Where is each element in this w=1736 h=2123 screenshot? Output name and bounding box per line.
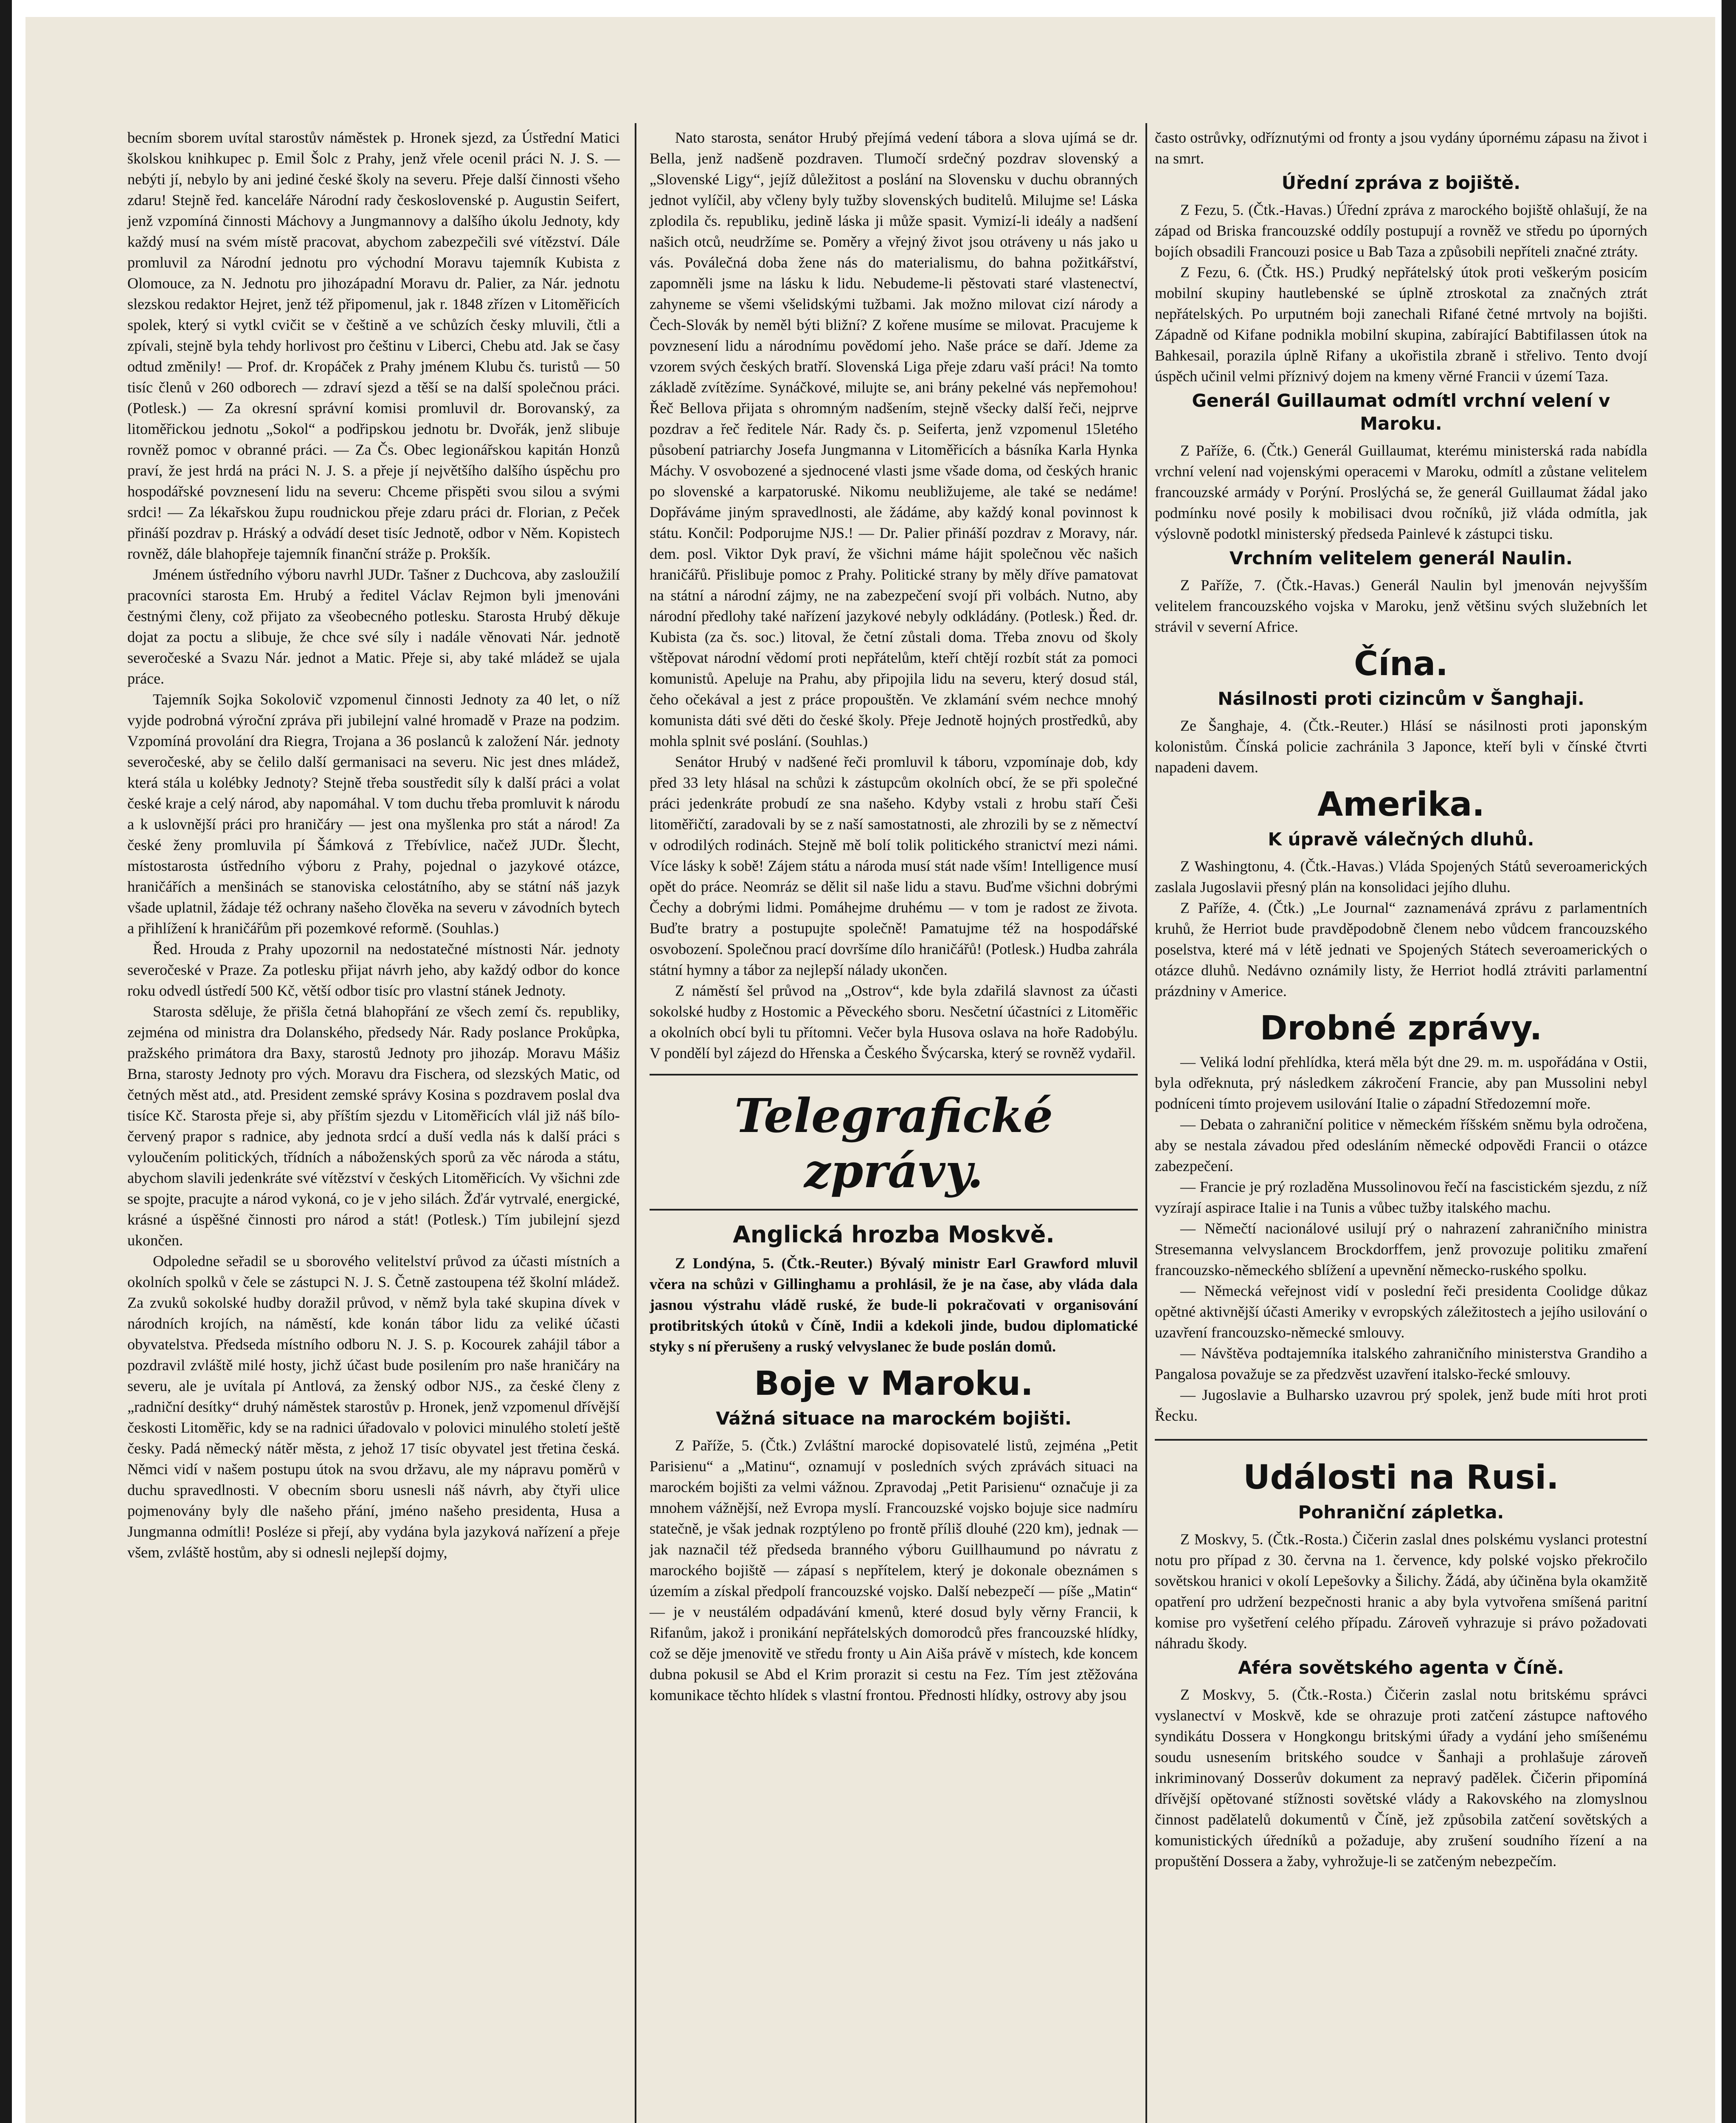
page-binding-edge: [0, 0, 12, 2123]
subheadline-amerika: K úpravě válečných dluhů.: [1268, 829, 1534, 850]
article-paragraph: Z Londýna, 5. (Čtk.-Reuter.) Bývalý ministr Earl Grawford mluvil včera na schůzi v Gillinghamu a prohlásil, že je na čase, aby vláda dala jasnou výstrahu vládě ruské, že bude-li pokračovati v organisování protibritských útoků v Číně, Indii a kdekoli jinde, budou diplomatické styky s ní přerušeny a ruský velvyslanec že bude poslán domů.: [650, 1255, 1138, 1355]
article-paragraph: Z Paříže, 7. (Čtk.-Havas.) Generál Naulin byl jmenován nejvyšším velitelem francouzského vojska v Maroku, jenž většinu svých služebních let strávil v severní Africe.: [1155, 577, 1647, 635]
news-item: — Francie je prý rozladěna Mussolinovou řečí na fascistickém sjezdu, z níž vyzírají aspirace Italie i na Tunis a vůbec tužby italského machu.: [1155, 1178, 1647, 1216]
article-paragraph: Řed. Hrouda z Prahy upozornil na nedostatečné místnosti Nár. jednoty severočeské v Praze. Za potlesku přijat návrh jeho, aby každý odbor do konce roku odvedl ústředí 500 Kč, větší odbor tisíc pro vlastní stánek Jednoty.: [127, 940, 620, 999]
section-rule: [650, 1209, 1138, 1211]
news-item: — Veliká lodní přehlídka, která měla být dne 29. m. m. uspořádána v Ostii, byla odřeknuta, prý následkem zákročení Francie, aby pan Mussolini nebyl podníceni tímto projevem usilování Italie o západní Středozemní moře.: [1155, 1053, 1647, 1112]
article-paragraph: Jménem ústředního výboru navrhl JUDr. Tašner z Duchcova, aby zasloužilí pracovníci starosta Em. Hrubý a ředitel Václav Rejmon byli jmenováni čestnými členy, což přijato za všeobecného potlesku. Starosta Hrubý děkuje dojat za poctu a slibuje, že chce své síly i nadále věnovati Nár. jednotě severočeské a Svazu Nár. jednot a Matic. Přeje si, aby také mládež se ujala práce.: [127, 566, 620, 687]
article-paragraph: Ze Šanghaje, 4. (Čtk.-Reuter.) Hlásí se násilnosti proti japonským kolonistům. Čínská policie zachránila 3 Japonce, kteří byli v čínské čtvrti napadeni davem.: [1155, 717, 1647, 776]
article-paragraph: Z Fezu, 6. (Čtk. HS.) Prudký nepřátelský útok proti veškerým posicím mobilní skupiny hautlebenské se úplně ztroskotal za značných ztrát nepřátelských. Po urputném boji zanechali Rifané četné mrtvoly na bojišti. Západně od Kifane podnikla mobilní skupina, zabírající Babtifilassen útok na Bahkesail, porazila úplně Rifany a ukořistila zbraně i střelivo. Tento dvojí úspěch učinil velmi příznivý dojem na kmeny věrné Francii v území Taza.: [1155, 264, 1647, 385]
article-paragraph: Z Moskvy, 5. (Čtk.-Rosta.) Čičerin zaslal notu britskému správci vyslanectví v Moskvě, kde se ohrazuje proti zatčení zástupce naftového syndikátu Dossera v Hongkongu britskými úřady a vydání jeho smíšenému soudu usnesením britského soudce v Šanhaji a prohlašuje zároveň inkriminovaný Dosserův dokument za nepravý padělek. Čičerin připomíná dřívější opětované stížnosti sovětské vlády a Rakovského na zlomyslnou činnost padělatelů dokumentů v Číně, jež způsobila zatčení sovětských a komunistických úředníků a požaduje, aby zrušení soudního řízení a na propuštění Dossera a žaby, vyhrožuje-li se zatčeným nebezpečím.: [1155, 1686, 1647, 1870]
article-paragraph: Z Moskvy, 5. (Čtk.-Rosta.) Čičerin zaslal dnes polskému vyslanci protestní notu pro případ z 30. června na 1. července, kdy polské vojsko překročilo sovětskou hranici v okolí Lepešovky a Šilichy. Žádá, aby účiněna byla okamžitě opatření pro udržení bezpečnosti hranic a aby byla vytvořena smíšená paritní komise pro vyšetření celého případu. Zároveň vyhrazuje si právo požadovati náhradu škody.: [1155, 1531, 1647, 1652]
subheadline-rus: Pohraniční zápletka.: [1298, 1502, 1504, 1523]
news-item: — Německá veřejnost vidí v poslední řeči presidenta Coolidge důkaz opětné aktivnější účasti Ameriky v evropských záležitostech a jejího usilování o uzavření francouzsko-německé smlouvy.: [1155, 1282, 1647, 1341]
article-paragraph: často ostrůvky, odříznutými od fronty a jsou vydány úpornému zápasu na život i na smrt.: [1155, 129, 1647, 167]
article-paragraph: Z Fezu, 5. (Čtk.-Havas.) Úřední zpráva z marockého bojiště ohlašují, že na západ od Briska francouzské oddíly postupují a rovněž ve středu po úporných bojích obsadili Francouzi posice u Bab Taza a způsobili nepříteli značné ztráty.: [1155, 201, 1647, 260]
newspaper-page: [25, 17, 1715, 2123]
column-left: [127, 127, 620, 1563]
article-paragraph: Tajemník Sojka Sokolovič vzpomenul činnosti Jednoty za 40 let, o níž vyjde podrobná výroční zpráva při jubilejní valné hromadě v Praze na podzim. Vzpomíná provolání dra Riegra, Trojana a 36 poslanců k založení Nár. jednoty severočeské, aby se čelilo další germanisaci na severu. Nic jest dnes mládež, která stála u kolébky Jednoty? Stejně třeba soustředit síly k další práci a volat české kraje a celý národ, aby napomáhal. V tom duchu třeba promluvit k národu a k uslovnější práci pro hraničáry — jest ona myšlenka pro stát a národ! Za české ženy promluvila pí Šámková z Třebívlice, načež JUDr. Šlecht, místostarosta ústředního výboru z Prahy, pojednal o jazykové otázce, hraničářích a menšinách se stanoviska celostátního, aby se státní náš jazyk všade uplatnil, žádaje též ochrany našeho člověka na severu v závodních bytech a přihlížení k hraničářům při pozemkové reformě. (Souhlas.): [127, 691, 620, 937]
article-paragraph: Nato starosta, senátor Hrubý přejímá vedení tábora a slova ujímá se dr. Bella, jenž nadšeně pozdraven. Tlumočí srdečný pozdrav slovenský a „Slovenské Ligy“, jejíž důležitost a poslání na Slovensku v duchu obranných jednot vylíčil, aby včleny byly tužby slovenských buditelů. Milujme se! Láska zplodila čs. republiku, jedině láska ji může spasit. Vymizí-li ideály a nadšení našich otců, neudržíme se. Poměry a vřejný život jsou otráveny u nás jako u vás. Poválečná doba žene nás do materialismu, do bahna požitkářství, zapomněli jsme na lásku k lidu. Nebudeme-li pěstovati staré vlastenectví, zahyneme se všemi všelidskými tužbami. Jak možno milovat cizí národy a Čech-Slovák by neměl býti bližní? Z kořene musíme se milovat. Pracujeme k povznesení lidu a národnímu povědomí jeho. Naše práce se daří. Jdeme za vzorem svých českých bratří. Slovenská Liga přeje zdaru vaší práci! Na tomto základě zvítězíme. Synáčkové, milujte se, ani brány pekelné vás nepřemohou! Řeč Bellova přijata s ohromným nadšením, stejně všecky další řeči, nejprve pozdrav a řeč ředitele Nár. Rady čs. p. Seiferta, jenž vzpomenul 15letého působení patriarchy Josefa Jungmanna v Litoměřicích a básníka Karla Hynka Máchy. V osvobozené a sjednocené vlasti jsme všade doma, od českých hranic po slovenské a karpatoruské. Nikomu neubližujeme, ale také se nedáme! Dopřáváme jiným spravedlnosti, ale žádáme, aby každý konal povinnost k státu. Končil: Podporujme NJS.! — Dr. Palier přináší pozdrav z Moravy, nár. dem. posl. Viktor Dyk praví, že všichni máme hájit společnou věc našich hraničářů. Přislibuje pomoc z Prahy. Politické strany by měly dříve pamatovat na státní a národní zájmy, ne na zabezpečení svojí při volbách. Nutno, aby národní předlohy také nařízení jazykové nebyly odkládány. (Potlesk.) Řed. dr. Kubista (za čs. soc.) litoval, že četní zůstali doma. Třeba znovu od školy vštěpovat národní vědomí proti nepřátelům, kteří chtějí rozbít stát za pomoci komunistů. Apeluje na Prahu, aby připojila lidu na severu, který dosud stál, čeho očekával a jest z práce propouštěn. Ve zklamání svém nechce mnohý komunista dáti své děti do české školy. Přeje Jednotě hojných prostředků, aby mohla splnit své poslání. (Souhlas.): [650, 129, 1138, 749]
article-paragraph: Odpoledne seřadil se u sborového velitelství průvod za účasti místních a okolních spolků v čele se zástupci N. J. S. Četně zastoupena též školní mládež. Za zvuků sokolské hudby doražil průvod, v němž byla také skupina dívek v národních krojích, na náměstí, kde konán tábor lidu za veliké účasti obyvatelstva. Předseda místního odboru N. J. S. p. Kocourek zahájil tábor a pozdravil zvláště milé hosty, jichž účast bude posilením pro naše hraničáry na severu, ale je uvítala pí Antlová, za ženský odbor NJS., za české členy z „radniční desítky“ druhý náměstek starostův p. Hronek, jenž vzpomenul dřívější českosti Litoměřic, kdy se na radnici úřadovalo v polovici minulého století ještě česky. Padá německý nátěr města, z jehož 17 tisíc obyvatel jest třetina česká. Němci vidí v našem postupu útok na svou državu, ale my nápravu poměrů v duchu spravedlnosti. V obecním sboru usnesli náš návrh, aby čtyři ulice pojmenovány byly dle našeho přání, jméno našeho presidenta, Husa a Jungmanna odmítli! Posléze si přejí, aby vydána byla jazyková nařízení a přeje všem, zvláště hostům, aby si odnesli nejlepší dojmy,: [127, 1253, 620, 1561]
column-divider: [1145, 123, 1147, 2123]
subheadline-cina: Násilnosti proti cizincům v Šanghaji.: [1218, 688, 1584, 709]
news-item: — Jugoslavie a Bulharsko uzavrou prý spolek, jenž bude míti hrot proti Řecku.: [1155, 1386, 1647, 1424]
news-item: — Debata o zahraniční politice v německém říšském sněmu byla odročena, aby se nestala závadou před odesláním německé odpovědi Francii o otázce zabezpečení.: [1155, 1116, 1647, 1174]
article-paragraph: Z Paříže, 6. (Čtk.) Generál Guillaumat, kterému ministerská rada nabídla vrchní velení nad vojenskými operacemi v Maroku, odmítl a zůstane velitelem francouzské armády v Porýní. Proslýchá se, že generál Guillaumat žádal jako podmínku nové posily k mobilisaci dvou ročníků, již vláda odmítla, jak výslovně podotkl ministerský předseda Painlevé k zástupci tisku.: [1155, 442, 1647, 542]
headline-naulin: Vrchním velitelem generál Naulin.: [1229, 548, 1573, 569]
headline-uredni-zprava: Úřední zpráva z bojiště.: [1281, 172, 1521, 193]
article-paragraph: Z Washingtonu, 4. (Čtk.-Havas.) Vláda Spojených Států severoamerických zaslala Jugoslavii přesný plán na konsolidaci jejího dluhu.: [1155, 858, 1647, 895]
article-paragraph: Z Paříže, 5. (Čtk.) Zvláštní marocké dopisovatelé listů, zejména „Petit Parisienu“ a „Matinu“, oznamují v posledních svých zprávách situaci na marockém bojišti za velmi vážnou. Zpravodaj „Petit Parisienu“ označuje ji za mnohem vážnější, než Evropa myslí. Francouzské vojsko bojuje sice nadmíru statečně, je však jednak rozptýleno po frontě příliš dlouhé (220 km), jednak — jak naznačil též předseda branného výboru Guillhaumund po návratu z marockého bojiště — zápasí s nepřítelem, který je dokonale obeznámen s územím a získal předpolí francouzské vojsko. Další nebezpečí — píše „Matin“ — je v neustálém odpadávání kmenů, které dosud byly věrny Francii, k Rifanům, jakož i pronikání nepřátelských domorodců přes francouzské hlídky, což se děje jmenovitě ve středu fronty u Ain Aiša právě v místech, kde koncem dubna pokusil se Abd el Krim prorazit si cestu na Fez. Tím jest ztěžována komunikace těchto hlídek s vlastní frontou. Přednosti hlídky, ostrovy aby jsou: [650, 1437, 1138, 1703]
section-rus: [1155, 1439, 1647, 1872]
article-paragraph: Z Paříže, 4. (Čtk.) „Le Journal“ zaznamenává zprávu z parlamentních kruhů, že Herriot bude pravděpodobně členem nebo vůdcem francouzského poselstva, které má v létě jednati ve Spojených Státech severoamerických o otázce dluhů. Nedávno oznámily listy, že Herriot hodlá ztráviti parlamentní prázdniny v Americe.: [1155, 899, 1647, 1000]
article-paragraph: Z náměstí šel průvod na „Ostrov“, kde byla zdařilá slavnost za účasti sokolské hudby z Hostomic a Pěveckého sboru. Nesčetní účastníci z Litoměřic a okolních obcí byli tu přítomni. Večer byla Husova oslava na hoře Radobýlu. V pondělí byl zájezd do Hřenska a Českého Švýcarska, který se rovněž vydařil.: [650, 982, 1138, 1062]
news-item: — Návštěva podtajemníka italského zahraničního ministerstva Grandiho a Pangalosa považuje se za předzvěst uzavření italsko-řecké smlouvy.: [1155, 1345, 1647, 1382]
headline-anglie: Anglická hrozba Moskvě.: [733, 1221, 1055, 1248]
headline-cina: Čína.: [1354, 645, 1448, 683]
headline-guillaumat: Generál Guillaumat odmítl vrchní velení v Maroku.: [1192, 390, 1610, 434]
headline-rus: Události na Rusi.: [1243, 1459, 1559, 1497]
article-paragraph: Senátor Hrubý v nadšené řeči promluvil k táboru, vzpomínaje dob, kdy před 33 lety hlásal na schůzi k zástupcům okolních obcí, že se při společné práci jedenkráte probudí ze sna našeho. Kdyby vstali z hrobu staří Češi litoměřičtí, zaradovali by se z naší samostatnosti, ale zhrozili by se z němectví v odrodilých rodinách. Stejně mě bolí tolik politického stranictví mezi námi. Více lásky k sobě! Zájem státu a národa musí stát nade vším! Intelligence musí opět do práce. Neomráz se dělit sil naše lidu a stavu. Buďme všichni dobrými Čechy a dobrými lidmi. Pomáhejme druhému — v tom je radost ze života. Buďte bratry a postupujte společně! Pamatujme též na hospodářské osvobození. Společnou prací dovršíme dílo hraničářů! (Potlesk.) Hudba zahrála státní hymny a tábor za nejlepší nálady ukončen.: [650, 753, 1138, 978]
news-item: — Němečtí nacionálové usilují prý o nahrazení zahraničního ministra Stresemanna velvyslancem Brockdorffem, jenž provozuje politiku zmaření francouzsko-německého sblížení a upevnění německo-ruského spolku.: [1155, 1220, 1647, 1278]
headline-amerika: Amerika.: [1317, 786, 1485, 824]
column-right: [1155, 127, 1647, 1872]
scan-edge-strip: [1722, 0, 1736, 2123]
headline-drobne: Drobné zprávy.: [1260, 1009, 1542, 1047]
subheadline-maroko: Vážná situace na marockém bojišti.: [716, 1408, 1072, 1429]
column-middle: [650, 127, 1138, 1706]
article-paragraph: Starosta sděluje, že přišla četná blahopřání ze všech zemí čs. republiky, zejména od ministra dra Dolanského, předsedy Nár. Rady poslance Prokůpka, pražského primátora dra Baxy, starostů Jednoty pro jihozáp. Moravu Mášiz Brna, starosty Jednoty pro vých. Moravu dra Fischera, od slezských Matic, od četných měst atd., atd. President zemské správy Kosina s pozdravem poslal dva tisíce Kč. Starosta přeje si, aby příštím sjezdu v Litoměřicích vlál již náš bílo-červený prapor s radnice, aby jednota srdcí a duší vedla nás k další práci s vyloučením politických, třídních a náboženských sporů za věc národa a státu, abychom slavili jedenkráte své vítězství v českých Litoměřicích. Vy všichni zde se spojte, pracujte a národ vykoná, co je v jeho silách. Žďár vytrvalé, energické, krásné a úspěšné činnosti pro národ a stát! (Potlesk.) Tím jubilejní sjezd ukončen.: [127, 1003, 620, 1249]
section-title-telegraf: Telegrafické zprávy.: [734, 1088, 1053, 1198]
headline-rus-agent: Aféra sovětského agenta v Číně.: [1238, 1657, 1564, 1678]
headline-maroko: Boje v Maroku.: [754, 1365, 1033, 1403]
column-divider: [635, 123, 636, 2123]
section-rule: [650, 1074, 1138, 1076]
article-paragraph: becním sborem uvítal starostův náměstek p. Hronek sjezd, za Ústřední Matici školskou knihkupec p. Emil Šolc z Prahy, jenž vřele ocenil práci N. J. S. — nebýti jí, nebylo by ani jediné české školy na severu. Přeje další činnosti všeho zdaru! Stejně řed. kanceláře Národní rady československé p. Augustin Seifert, jenž vzpomíná činnosti Máchovy a Jungmannovy a dalšího úkolu Jednoty, kdy každý musí na svém místě pracovat, abychom zabezpečili své vítězství. Dále promluvil za Národní jednotu pro východní Moravu tajemník Kubista z Olomouce, za N. Jednotu pro jihozápadní Moravu dr. Palier, za Nár. jednotu slezskou redaktor Hejret, jenž též připomenul, jak r. 1848 zřízen v Litoměřicích spolek, který si vytkl cvičit se v češtině a ve schůzích česky mluvili, čtli a zpívali, stejně byla tehdy horlivost pro češtinu v Liberci, Chebu atd. Jak se časy odtud změnily! — Prof. dr. Kropáček z Prahy jménem Klubu čs. turistů — 50 tisíc členů v 260 odborech — zdraví sjezd a těší se na další společnou práci. (Potlesk.) — Za okresní správní komisi promluvil dr. Borovanský, za litoměřickou jednotu „Sokol“ a podřipskou jednotu br. Dvořák, jenž slibuje rovněž pomoc v obranné práci. — Za Čs. Obec legionářskou kapitán Honzů praví, že jest hrdá na práci N. J. S. a přeje jí největšího dalšího úspěchu pro hospodářské povznesení lidu na severu: Chceme přispěti svou silou a svými srdci! — Za lékařskou župu roudnickou přeje zdaru práci dr. Florian, z Peček přináší pozdrav p. Hráský a odvádí deset tisíc Jednotě, odbor v Něm. Kopistech rovněž, dále blahopřeje tajemník finanční stráže p. Prokšík.: [127, 129, 620, 562]
